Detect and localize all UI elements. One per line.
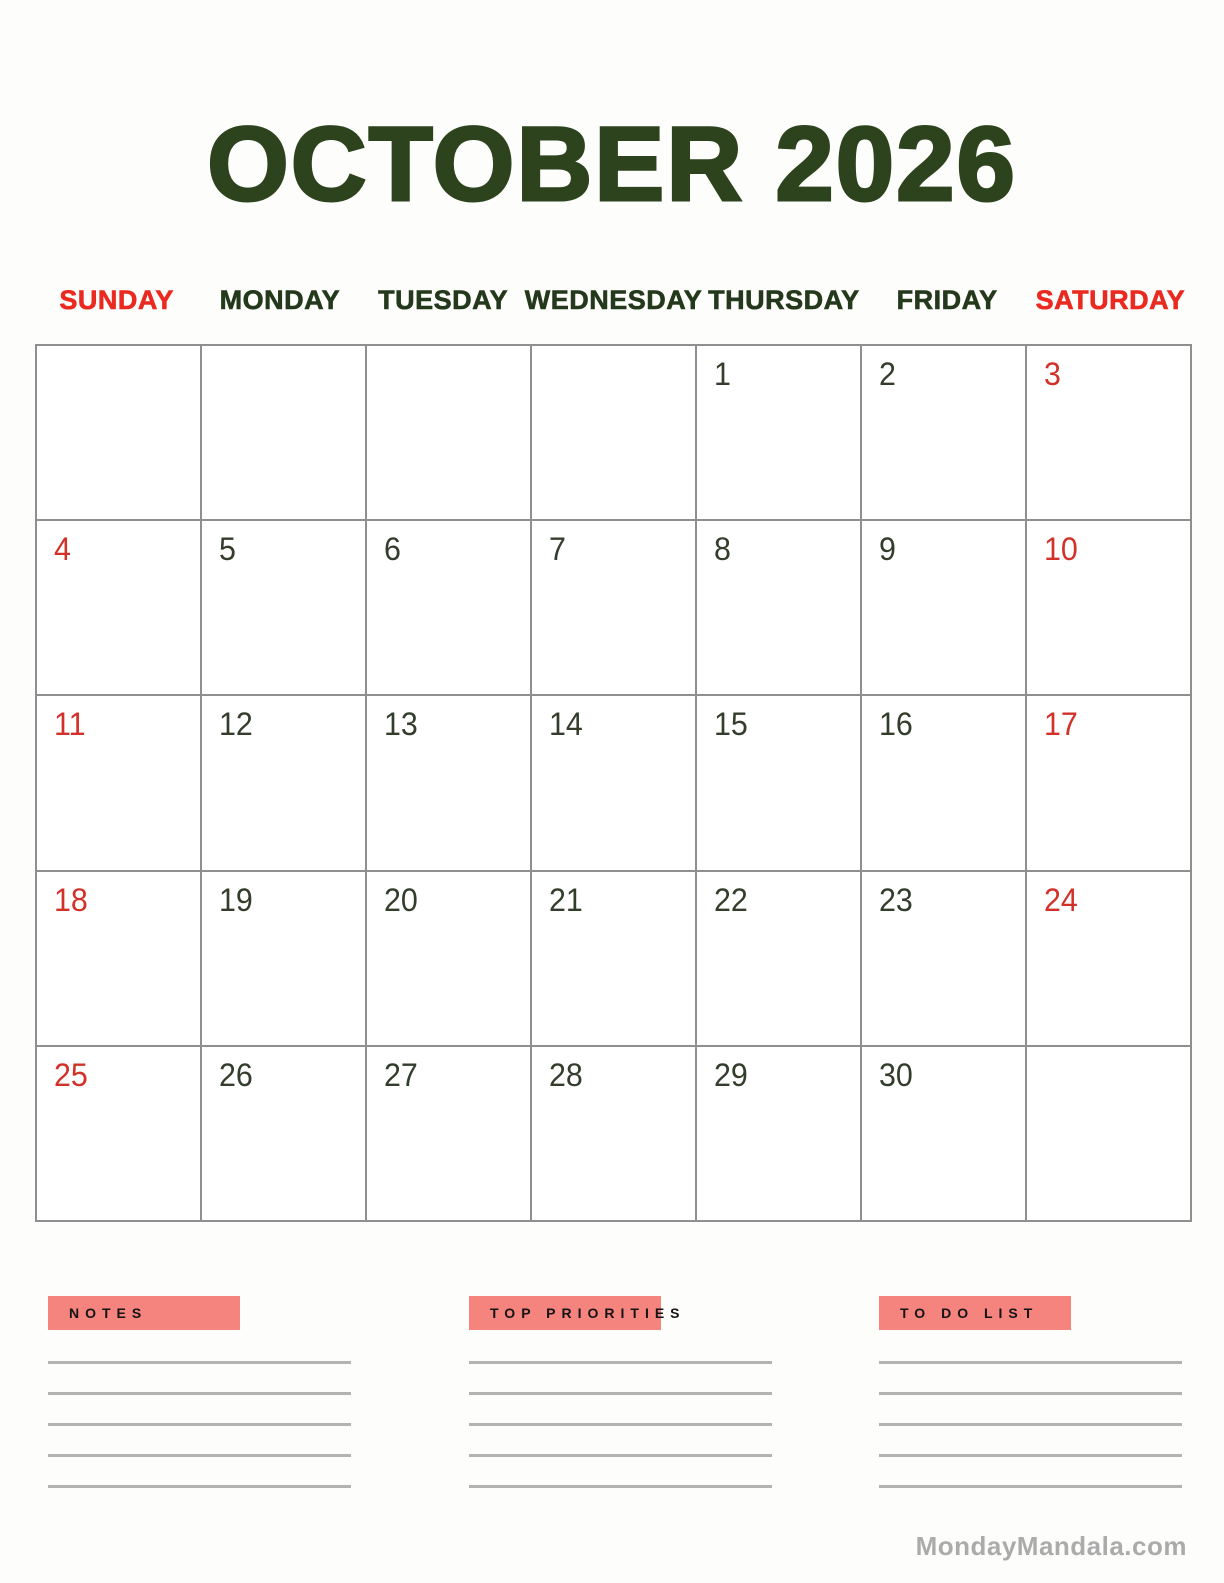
watermark: MondayMandala.com <box>915 1531 1187 1561</box>
day-number: 19 <box>219 881 253 918</box>
ruled-line <box>879 1485 1182 1488</box>
to-do-list-label: TO DO LIST <box>900 1305 1039 1321</box>
top-priorities-lines <box>469 1361 772 1488</box>
day-cell <box>697 1047 862 1222</box>
day-number: 2 <box>879 356 896 392</box>
day-cell <box>862 872 1027 1047</box>
day-cell <box>532 696 697 871</box>
day-cell <box>697 346 862 521</box>
day-cell <box>532 346 697 521</box>
day-number: 10 <box>1044 531 1078 568</box>
page-title: OCTOBER 2026 <box>207 106 1017 223</box>
notes-lines <box>48 1361 351 1488</box>
day-cell <box>37 1047 202 1222</box>
day-cell <box>202 521 367 696</box>
notes-label-box <box>48 1296 240 1330</box>
day-cell <box>202 346 367 521</box>
day-number: 3 <box>1044 356 1061 392</box>
ruled-line <box>469 1485 772 1488</box>
day-number: 25 <box>54 1056 88 1093</box>
day-cell <box>202 1047 367 1222</box>
day-number: 9 <box>879 531 896 568</box>
to-do-list-label-box <box>879 1296 1071 1330</box>
ruled-line <box>48 1423 351 1426</box>
day-cell <box>862 1047 1027 1222</box>
day-number: 6 <box>384 531 401 568</box>
day-number: 7 <box>549 531 566 568</box>
day-cell <box>1027 1047 1192 1222</box>
day-number: 16 <box>879 706 913 743</box>
day-cell <box>202 696 367 871</box>
ruled-line <box>879 1392 1182 1395</box>
notes-section <box>48 1296 351 1516</box>
day-number: 13 <box>384 706 418 743</box>
day-cell <box>862 521 1027 696</box>
day-cell <box>37 346 202 521</box>
day-cell <box>697 872 862 1047</box>
top-priorities-label: TOP PRIORITIES <box>490 1305 686 1321</box>
day-cell <box>1027 696 1192 871</box>
ruled-line <box>469 1423 772 1426</box>
day-number: 17 <box>1044 706 1078 743</box>
ruled-line <box>469 1392 772 1395</box>
day-cell <box>367 1047 532 1222</box>
day-cell <box>862 696 1027 871</box>
weekday-header-row <box>35 286 1192 316</box>
day-cell <box>367 521 532 696</box>
weekday-header-tuesday: TUESDAY <box>378 285 509 315</box>
day-cell <box>202 872 367 1047</box>
weekday-header-wednesday: WEDNESDAY <box>524 285 703 315</box>
day-cell <box>532 872 697 1047</box>
day-cell <box>1027 872 1192 1047</box>
day-cell <box>367 346 532 521</box>
ruled-line <box>48 1485 351 1488</box>
day-cell <box>37 696 202 871</box>
ruled-line <box>469 1361 772 1364</box>
day-number: 28 <box>549 1056 583 1093</box>
weekday-header-sunday: SUNDAY <box>59 285 174 315</box>
day-number: 4 <box>54 531 71 568</box>
calendar-grid <box>35 344 1192 1222</box>
day-number: 1 <box>714 356 731 392</box>
day-cell <box>1027 521 1192 696</box>
ruled-line <box>879 1361 1182 1364</box>
day-number: 11 <box>54 706 86 743</box>
day-number: 20 <box>384 881 418 918</box>
day-cell <box>862 346 1027 521</box>
top-priorities-label-box <box>469 1296 686 1330</box>
top-priorities-section <box>469 1296 772 1516</box>
day-number: 15 <box>714 706 748 743</box>
day-cell <box>532 1047 697 1222</box>
day-number: 22 <box>714 881 748 918</box>
day-number: 26 <box>219 1056 253 1093</box>
ruled-line <box>469 1454 772 1457</box>
ruled-line <box>879 1454 1182 1457</box>
day-number: 23 <box>879 881 913 918</box>
ruled-line <box>48 1454 351 1457</box>
day-number: 8 <box>714 531 731 568</box>
day-number: 21 <box>549 881 583 918</box>
day-number: 5 <box>219 531 236 568</box>
to-do-list-section <box>879 1296 1182 1516</box>
weekday-header-monday: MONDAY <box>219 285 341 315</box>
ruled-line <box>48 1392 351 1395</box>
day-cell <box>697 521 862 696</box>
day-number: 14 <box>549 706 583 743</box>
day-number: 12 <box>219 706 253 743</box>
day-cell <box>367 696 532 871</box>
day-number: 27 <box>384 1056 418 1093</box>
day-cell <box>532 521 697 696</box>
weekday-header-saturday: SATURDAY <box>1035 285 1186 315</box>
to-do-list-lines <box>879 1361 1182 1488</box>
day-number: 29 <box>714 1056 748 1093</box>
day-number: 24 <box>1044 881 1078 918</box>
ruled-line <box>879 1423 1182 1426</box>
day-number: 30 <box>879 1056 913 1093</box>
day-cell <box>697 696 862 871</box>
notes-label: NOTES <box>69 1305 148 1321</box>
weekday-header-thursday: THURSDAY <box>708 285 860 315</box>
day-cell <box>1027 346 1192 521</box>
weekday-header-friday: FRIDAY <box>896 285 998 315</box>
day-cell <box>367 872 532 1047</box>
day-number: 18 <box>54 881 88 918</box>
day-cell <box>37 872 202 1047</box>
ruled-line <box>48 1361 351 1364</box>
day-cell <box>37 521 202 696</box>
